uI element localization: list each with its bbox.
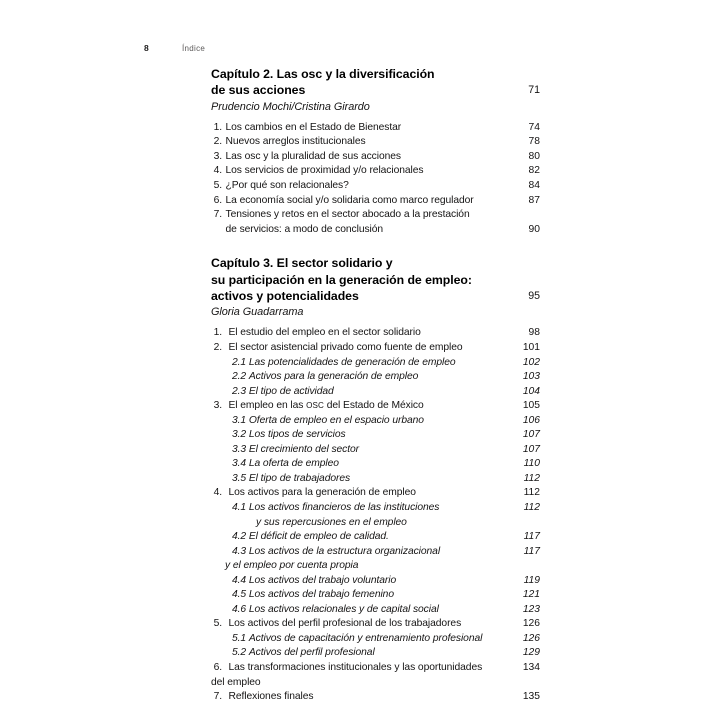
toc-subentry-continuation[interactable] bbox=[211, 559, 540, 574]
chapter-2-title-line-2 bbox=[211, 82, 540, 98]
toc-entry[interactable] bbox=[211, 661, 540, 690]
entry-page: 105 bbox=[522, 400, 540, 412]
entry-page: 134 bbox=[522, 661, 540, 673]
toc-subentry[interactable] bbox=[211, 428, 540, 443]
chapter-3-title-line-3 bbox=[211, 288, 540, 304]
toc-subentry[interactable] bbox=[211, 574, 540, 589]
toc-entry[interactable] bbox=[211, 135, 540, 150]
toc-entry[interactable] bbox=[211, 179, 540, 194]
chapter-2-title-line-1: Capítulo 2. Las osc y la diversificación bbox=[211, 67, 435, 81]
toc-subentry[interactable] bbox=[211, 501, 540, 516]
chapter-2-heading[interactable] bbox=[211, 66, 540, 99]
chapter-3-title-line-2: su participación en la generación de empleo: bbox=[211, 272, 472, 287]
entry-page: 98 bbox=[528, 327, 540, 339]
entry-label: Activos para la generación de empleo bbox=[248, 371, 419, 383]
entry-page: 121 bbox=[522, 589, 540, 601]
entry-label: Oferta de empleo en el espacio urbano bbox=[248, 414, 424, 426]
entry-number: 5.2 bbox=[232, 647, 247, 659]
toc-subentry[interactable] bbox=[211, 385, 540, 400]
entry-number: 4. bbox=[213, 165, 222, 177]
chapter-3-entries bbox=[211, 326, 540, 704]
entry-label-after: del Estado de México bbox=[323, 400, 424, 412]
entry-label-smallcaps: OSC bbox=[306, 401, 324, 411]
entry-label: Los activos relacionales y de capital social bbox=[248, 603, 439, 615]
toc-subentry[interactable] bbox=[211, 545, 540, 560]
entry-label: y el empleo por cuenta propia bbox=[225, 560, 359, 572]
entry-page: 80 bbox=[528, 150, 540, 162]
entry-page: 107 bbox=[522, 429, 540, 441]
entry-number: 5. bbox=[213, 180, 222, 191]
entry-number: 3.4 bbox=[232, 458, 247, 470]
entry-label: Los servicios de proximidad y/o relacionales bbox=[225, 165, 424, 177]
toc-entry[interactable] bbox=[211, 690, 540, 705]
chapter-block-2 bbox=[211, 66, 540, 237]
entry-page: 123 bbox=[522, 603, 540, 615]
entry-page: 126 bbox=[522, 632, 540, 644]
entry-label-before: El empleo en las bbox=[228, 400, 307, 412]
entry-label: y sus repercusiones en el empleo bbox=[256, 516, 407, 528]
entry-page: 106 bbox=[522, 414, 540, 426]
entry-label: La economía social y/o solidaria como marco regulador bbox=[225, 194, 474, 206]
entry-label: Los activos del trabajo voluntario bbox=[248, 574, 397, 586]
entry-page: 103 bbox=[522, 371, 540, 383]
chapter-block-3 bbox=[211, 255, 540, 704]
entry-label: La oferta de empleo bbox=[248, 458, 339, 470]
entry-label: El tipo de trabajadores bbox=[248, 472, 351, 484]
entry-page: 82 bbox=[528, 165, 540, 177]
toc-subentry[interactable] bbox=[211, 530, 540, 545]
toc-subentry[interactable] bbox=[211, 588, 540, 603]
entry-number: 3.3 bbox=[232, 443, 247, 455]
chapter-2-page: 71 bbox=[528, 84, 540, 97]
entry-label: El crecimiento del sector bbox=[248, 443, 360, 455]
entry-number: 3. bbox=[213, 400, 222, 412]
entry-label: Las osc y la pluralidad de sus acciones bbox=[225, 150, 401, 162]
entry-number: 3.2 bbox=[232, 429, 247, 441]
entry-label: Los activos de la estructura organizacional bbox=[248, 545, 441, 557]
toc-subentry-continuation[interactable] bbox=[211, 516, 540, 531]
entry-number: 7. bbox=[213, 691, 222, 703]
entry-page: 110 bbox=[523, 458, 540, 470]
entry-page: 112 bbox=[523, 501, 540, 513]
toc-subentry[interactable] bbox=[211, 603, 540, 618]
entry-label: El déficit de empleo de calidad. bbox=[248, 531, 389, 543]
running-head-title: Índice bbox=[182, 44, 206, 53]
entry-page: 112 bbox=[523, 487, 540, 499]
chapter-3-title-line-1: Capítulo 3. El sector solidario y bbox=[211, 256, 393, 271]
entry-number: 3. bbox=[213, 150, 222, 162]
entry-page: 74 bbox=[528, 121, 540, 133]
entry-number: 4. bbox=[213, 487, 222, 499]
entry-number: 7. bbox=[213, 209, 222, 221]
entry-page: 117 bbox=[523, 531, 540, 543]
entry-label: Los activos financieros de las instituciones bbox=[248, 501, 440, 513]
toc-entry[interactable] bbox=[211, 164, 540, 179]
chapter-2-entries bbox=[211, 121, 540, 237]
toc-entry[interactable] bbox=[211, 399, 540, 414]
entry-label: Reflexiones finales bbox=[228, 691, 314, 703]
entry-page: 78 bbox=[528, 136, 540, 148]
toc-subentry[interactable] bbox=[211, 472, 540, 487]
entry-number: 5.1 bbox=[232, 632, 247, 644]
entry-label: Nuevos arreglos institucionales bbox=[225, 136, 366, 148]
toc-entry[interactable] bbox=[211, 194, 540, 209]
entry-label: Los activos del perfil profesional de los trabajadores bbox=[228, 618, 462, 630]
entry-number: 3.1 bbox=[232, 414, 247, 426]
entry-label: Activos del perfil profesional bbox=[248, 647, 375, 659]
chapter-3-author: Gloria Guadarrama bbox=[211, 306, 304, 319]
entry-number: 6. bbox=[213, 661, 222, 673]
entry-number: 1. bbox=[213, 327, 222, 339]
entry-number: 6. bbox=[213, 194, 222, 206]
toc-entry[interactable] bbox=[211, 208, 540, 223]
entry-label: Tensiones y retos en el sector abocado a la prestación bbox=[225, 209, 470, 221]
entry-page: 126 bbox=[522, 618, 540, 630]
entry-page: 104 bbox=[522, 385, 540, 397]
toc-entry[interactable] bbox=[211, 121, 540, 136]
chapter-3-heading[interactable] bbox=[211, 255, 540, 304]
entry-label: El sector asistencial privado como fuente de empleo bbox=[228, 341, 463, 353]
entry-number: 2.2 bbox=[232, 371, 247, 383]
entry-label: Los tipos de servicios bbox=[248, 429, 346, 441]
entry-page: 102 bbox=[522, 356, 540, 368]
entry-label: Los activos del trabajo femenino bbox=[248, 589, 394, 601]
chapter-2-author: Prudencio Mochi/Cristina Girardo bbox=[211, 100, 370, 113]
entry-page: 117 bbox=[523, 545, 540, 557]
entry-number: 4.3 bbox=[232, 545, 247, 557]
entry-number: 2.3 bbox=[232, 385, 247, 397]
toc-subentry[interactable] bbox=[211, 457, 540, 472]
toc-entry-continuation[interactable] bbox=[211, 223, 540, 238]
entry-number: 2. bbox=[213, 341, 222, 353]
entry-label: Las potencialidades de generación de empleo bbox=[248, 356, 456, 368]
toc-subentry[interactable] bbox=[211, 443, 540, 458]
toc-entry[interactable] bbox=[211, 150, 540, 165]
entry-page: 129 bbox=[522, 647, 540, 659]
toc-subentry[interactable] bbox=[211, 356, 540, 371]
entry-page: 84 bbox=[528, 180, 540, 191]
toc-entry[interactable] bbox=[211, 617, 540, 632]
entry-label: Los activos para la generación de empleo bbox=[228, 487, 416, 499]
entry-label: Las transformaciones institucionales y las oportunidades del empleo bbox=[211, 661, 483, 688]
toc-entry[interactable] bbox=[211, 486, 540, 501]
entry-label: de servicios: a modo de conclusión bbox=[225, 223, 384, 235]
entry-number: 3.5 bbox=[232, 472, 247, 484]
toc-subentry[interactable] bbox=[211, 414, 540, 429]
entry-label: El estudio del empleo en el sector solidario bbox=[228, 327, 421, 339]
toc-subentry[interactable] bbox=[211, 646, 540, 661]
toc-entry[interactable] bbox=[211, 341, 540, 356]
chapter-3-title-line-3-text: activos y potencialidades bbox=[211, 289, 359, 303]
entry-number: 4.1 bbox=[232, 501, 247, 513]
entry-page: 107 bbox=[522, 443, 540, 455]
page-folio: 8 bbox=[144, 43, 149, 53]
table-of-contents bbox=[211, 66, 540, 705]
entry-number: 4.4 bbox=[232, 574, 247, 586]
entry-number: 1. bbox=[213, 121, 222, 133]
chapter-3-page: 95 bbox=[528, 290, 540, 302]
entry-label: Los cambios en el Estado de Bienestar bbox=[225, 121, 402, 133]
toc-entry[interactable] bbox=[211, 326, 540, 341]
entry-number: 4.5 bbox=[232, 589, 247, 601]
entry-page: 135 bbox=[522, 691, 540, 703]
entry-number: 2. bbox=[213, 136, 222, 148]
toc-subentry[interactable] bbox=[211, 632, 540, 647]
entry-page: 112 bbox=[523, 472, 540, 484]
entry-number: 4.6 bbox=[232, 603, 247, 615]
entry-label: ¿Por qué son relacionales? bbox=[225, 180, 349, 191]
entry-label: Activos de capacitación y entrenamiento profesional bbox=[248, 632, 483, 644]
entry-label: El tipo de actividad bbox=[248, 385, 334, 397]
toc-subentry[interactable] bbox=[211, 370, 540, 385]
entry-number: 4.2 bbox=[232, 531, 247, 543]
entry-number: 2.1 bbox=[232, 356, 247, 368]
entry-number: 5. bbox=[213, 618, 222, 630]
entry-page: 87 bbox=[528, 194, 540, 206]
chapter-2-title-line-2-text: de sus acciones bbox=[211, 83, 306, 98]
running-head bbox=[144, 43, 544, 57]
entry-page: 101 bbox=[522, 341, 540, 353]
entry-page: 119 bbox=[523, 574, 540, 586]
entry-page: 90 bbox=[528, 223, 540, 235]
